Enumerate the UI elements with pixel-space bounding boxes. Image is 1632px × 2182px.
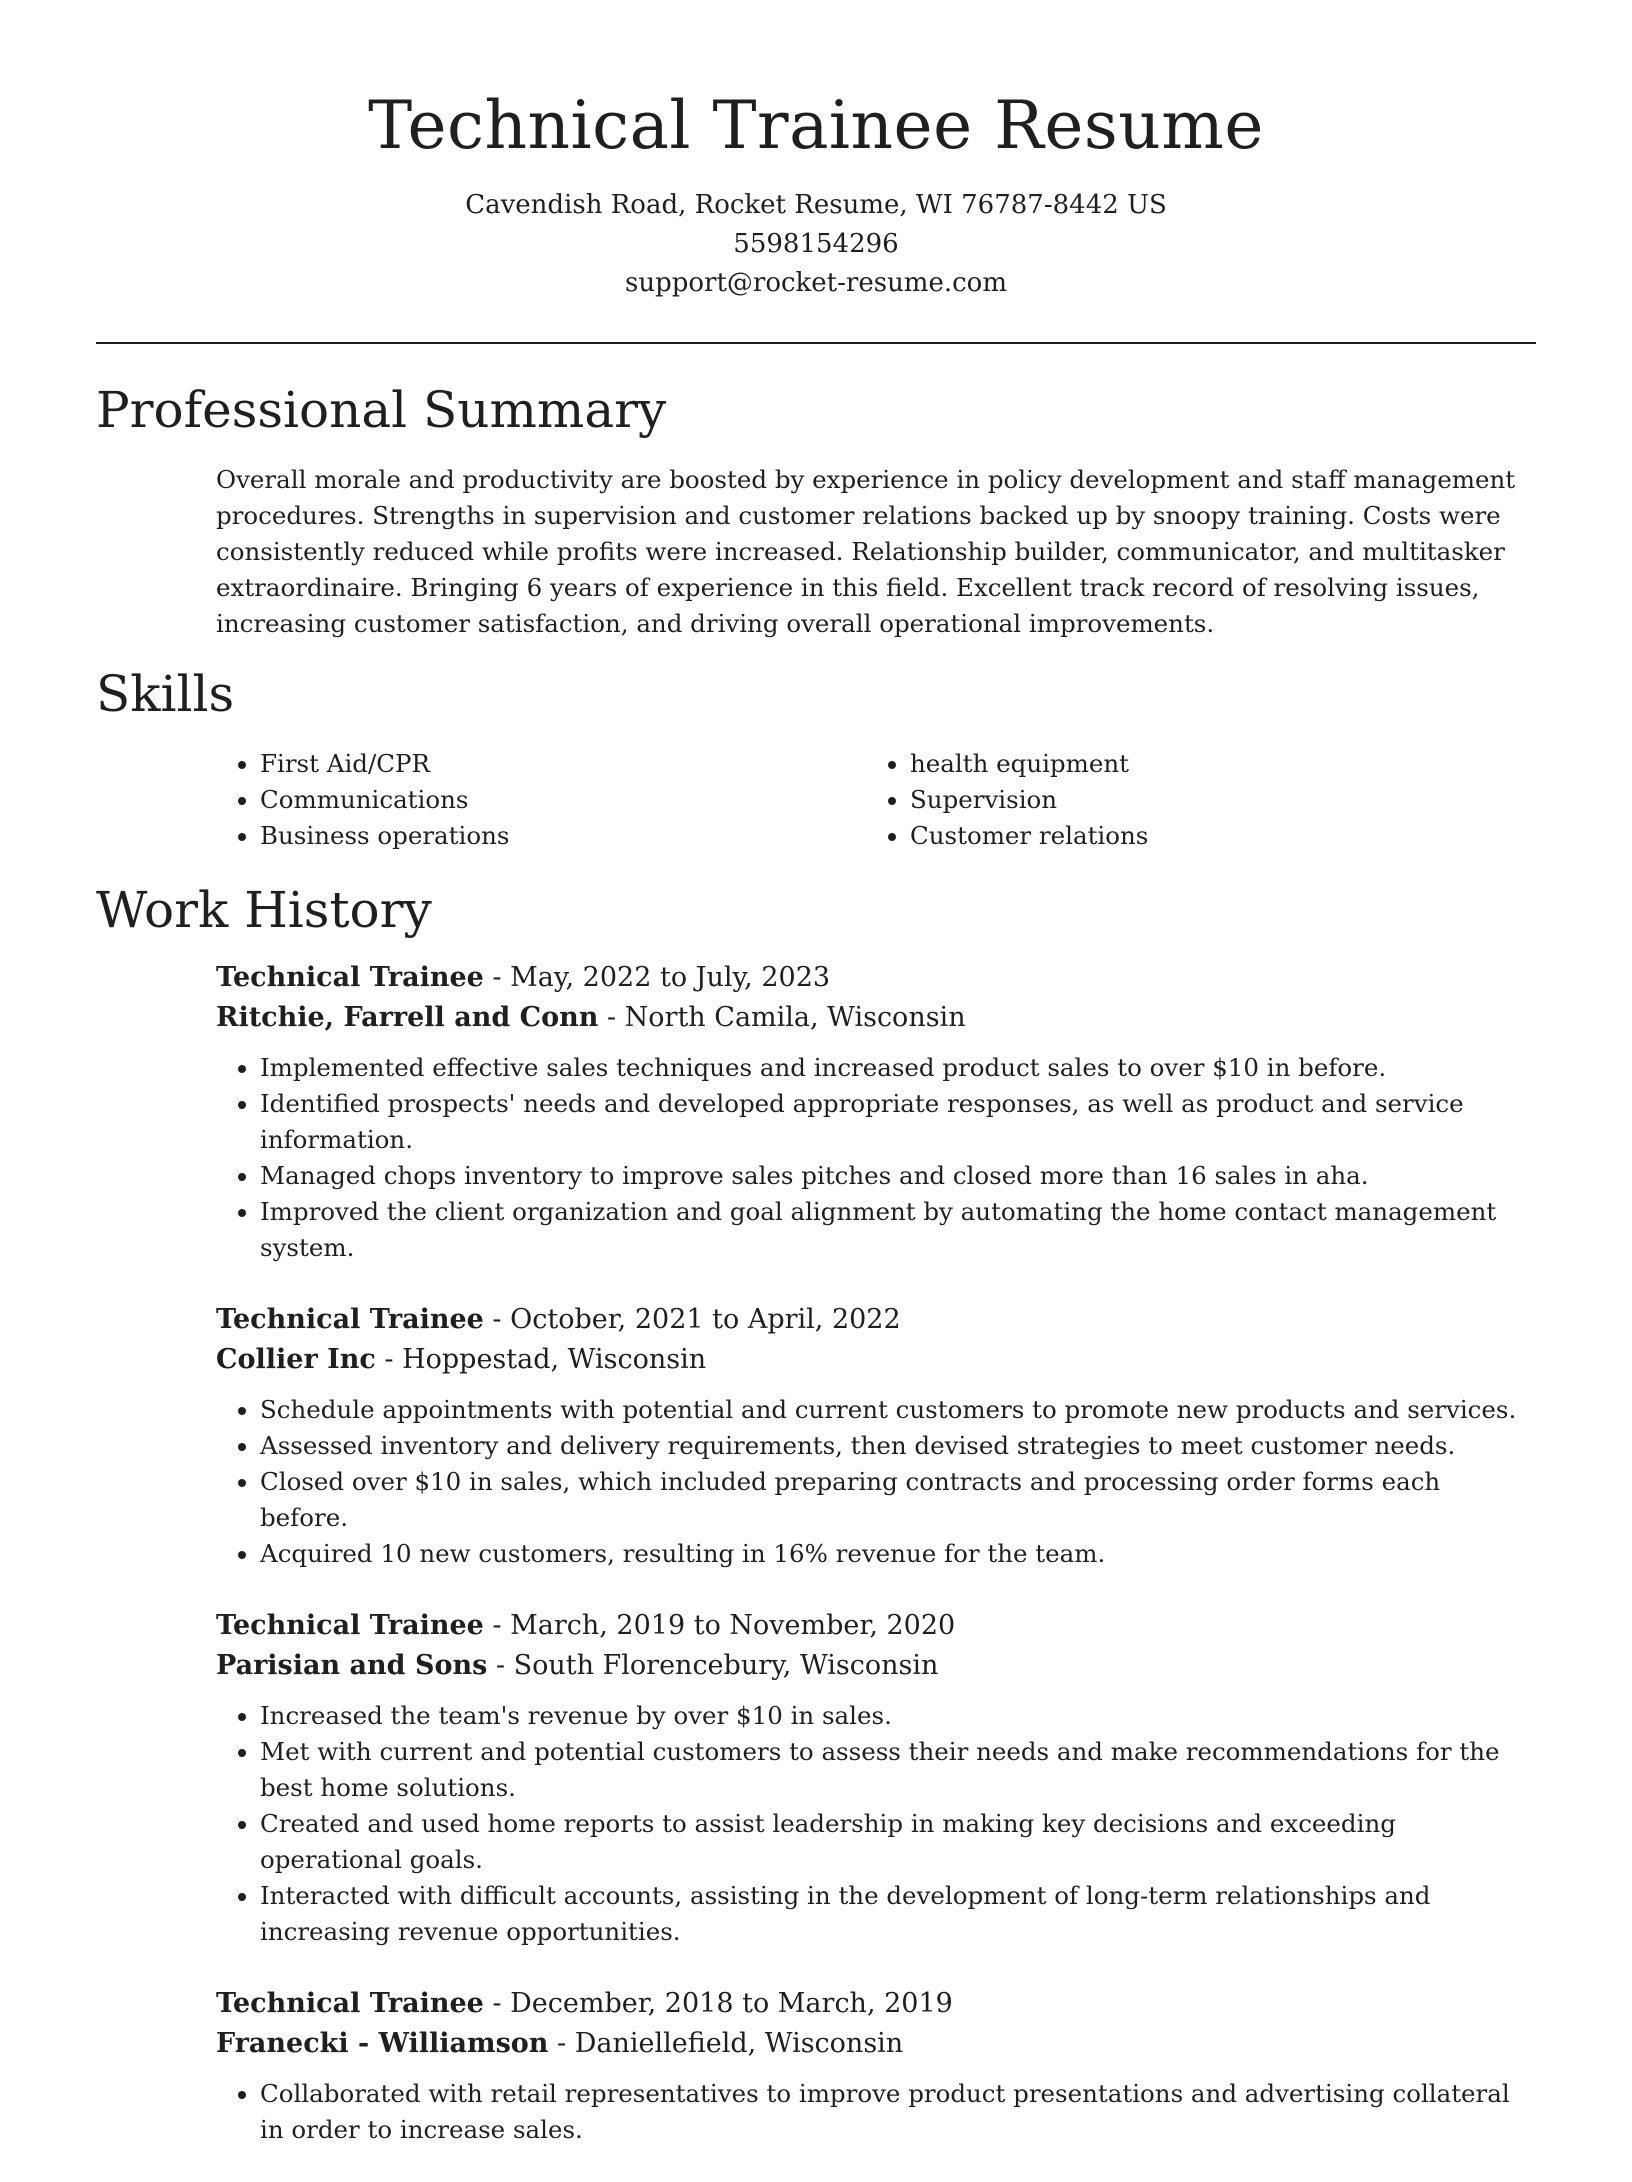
address: Cavendish Road, Rocket Resume, WI 76787-8442 US [465, 190, 1167, 220]
job-bullet: • Implemented effective sales techniques and increased product sales to over $10 in before. [260, 1050, 1526, 1086]
job-bullets [216, 1050, 1526, 1266]
job-title: Technical Trainee [216, 962, 484, 993]
job-title: Technical Trainee [216, 1988, 484, 2019]
contact-info [96, 186, 1536, 303]
separator: - [487, 1650, 514, 1681]
skills-column-right [866, 746, 1516, 854]
job-location: North Camila, Wisconsin [624, 1002, 966, 1033]
job-company: Franecki - Williamson [216, 2028, 549, 2059]
job-bullet: • Closed over $10 in sales, which included preparing contracts and processing order forms each before. [260, 1464, 1526, 1536]
separator: - [548, 2028, 575, 2059]
job-company: Ritchie, Farrell and Conn [216, 1002, 599, 1033]
job-heading [216, 1606, 1526, 1646]
separator: - [483, 962, 511, 993]
email: support@rocket-resume.com [624, 268, 1007, 298]
section-title-work-history: Work History [96, 881, 432, 939]
skills-column-left [216, 746, 866, 854]
job-heading [216, 958, 1526, 998]
job-company: Parisian and Sons [216, 1650, 488, 1681]
resume-header [96, 80, 1536, 303]
resume-title: Technical Trainee Resume [368, 87, 1264, 164]
job-bullet: • Met with current and potential customers to assess their needs and make recommendations for the best home solutions. [260, 1734, 1526, 1806]
phone: 5598154296 [733, 229, 899, 259]
job-dates: March, 2019 to November, 2020 [510, 1610, 956, 1641]
skill-item: • Customer relations [910, 818, 1516, 854]
job-heading [216, 1300, 1526, 1340]
job-bullets [216, 1392, 1526, 1572]
job-location: Daniellefield, Wisconsin [574, 2028, 904, 2059]
job-entry [216, 1300, 1526, 1572]
skill-item: • Supervision [910, 782, 1516, 818]
job-bullet: • Schedule appointments with potential and current customers to promote new products and services. [260, 1392, 1526, 1428]
skill-item: • First Aid/CPR [260, 746, 866, 782]
job-bullet: • Acquired 10 new customers, resulting in 16% revenue for the team. [260, 1536, 1526, 1572]
summary-text: Overall morale and productivity are boosted by experience in policy development and staff management procedures. Strengths in supervision and customer relations backed up by snoopy training. Costs were consistently reduced while profits were increased. Relationship builder, communicator, and multitasker extraordinaire. Bringing 6 years of experience in this field. Excellent track record of resolving issues, increasing customer satisfaction, and driving overall operational improvements. [216, 465, 1516, 638]
job-bullet: • Collaborated with retail representatives to improve product presentations and advertising collateral in order to increase sales. [260, 2076, 1526, 2148]
section-title-summary: Professional Summary [96, 381, 667, 439]
work-history-list [216, 958, 1526, 2182]
separator: - [483, 1304, 511, 1335]
skill-item: • health equipment [910, 746, 1516, 782]
job-title: Technical Trainee [216, 1304, 484, 1335]
skills-list [216, 746, 1516, 854]
job-company: Collier Inc [216, 1344, 376, 1375]
job-bullet: • Managed chops inventory to improve sales pitches and closed more than 16 sales in aha. [260, 1158, 1526, 1194]
job-heading [216, 1984, 1526, 2024]
job-dates: December, 2018 to March, 2019 [510, 1988, 953, 2019]
skill-item: • Business operations [260, 818, 866, 854]
job-bullet: • Assessed inventory and delivery requirements, then devised strategies to meet customer needs. [260, 1428, 1526, 1464]
job-employer [216, 998, 1526, 1038]
job-location: South Florencebury, Wisconsin [513, 1650, 939, 1681]
job-bullet: • Identified prospects' needs and developed appropriate responses, as well as product and service information. [260, 1086, 1526, 1158]
job-employer [216, 2024, 1526, 2064]
job-bullet: • Created and used home reports to assist leadership in making key decisions and exceeding operational goals. [260, 1806, 1526, 1878]
job-bullets [216, 1698, 1526, 1950]
job-bullet: • Interacted with difficult accounts, assisting in the development of long-term relationships and increasing revenue opportunities. [260, 1878, 1526, 1950]
separator: - [375, 1344, 403, 1375]
job-entry [216, 1984, 1526, 2148]
job-entry [216, 958, 1526, 1266]
job-employer [216, 1340, 1526, 1380]
section-title-skills: Skills [96, 665, 235, 723]
separator: - [483, 1610, 511, 1641]
job-title: Technical Trainee [216, 1610, 484, 1641]
job-bullet: • Increased the team's revenue by over $10 in sales. [260, 1698, 1526, 1734]
skill-item: • Communications [260, 782, 866, 818]
job-bullet: • Improved the client organization and goal alignment by automating the home contact management system. [260, 1194, 1526, 1266]
separator: - [598, 1002, 625, 1033]
separator: - [483, 1988, 511, 2019]
job-bullets [216, 2076, 1526, 2148]
job-dates: May, 2022 to July, 2023 [510, 962, 831, 993]
job-location: Hoppestad, Wisconsin [402, 1344, 707, 1375]
header-divider [96, 342, 1536, 344]
job-entry [216, 1606, 1526, 1950]
job-dates: October, 2021 to April, 2022 [510, 1304, 901, 1335]
job-employer [216, 1646, 1526, 1686]
